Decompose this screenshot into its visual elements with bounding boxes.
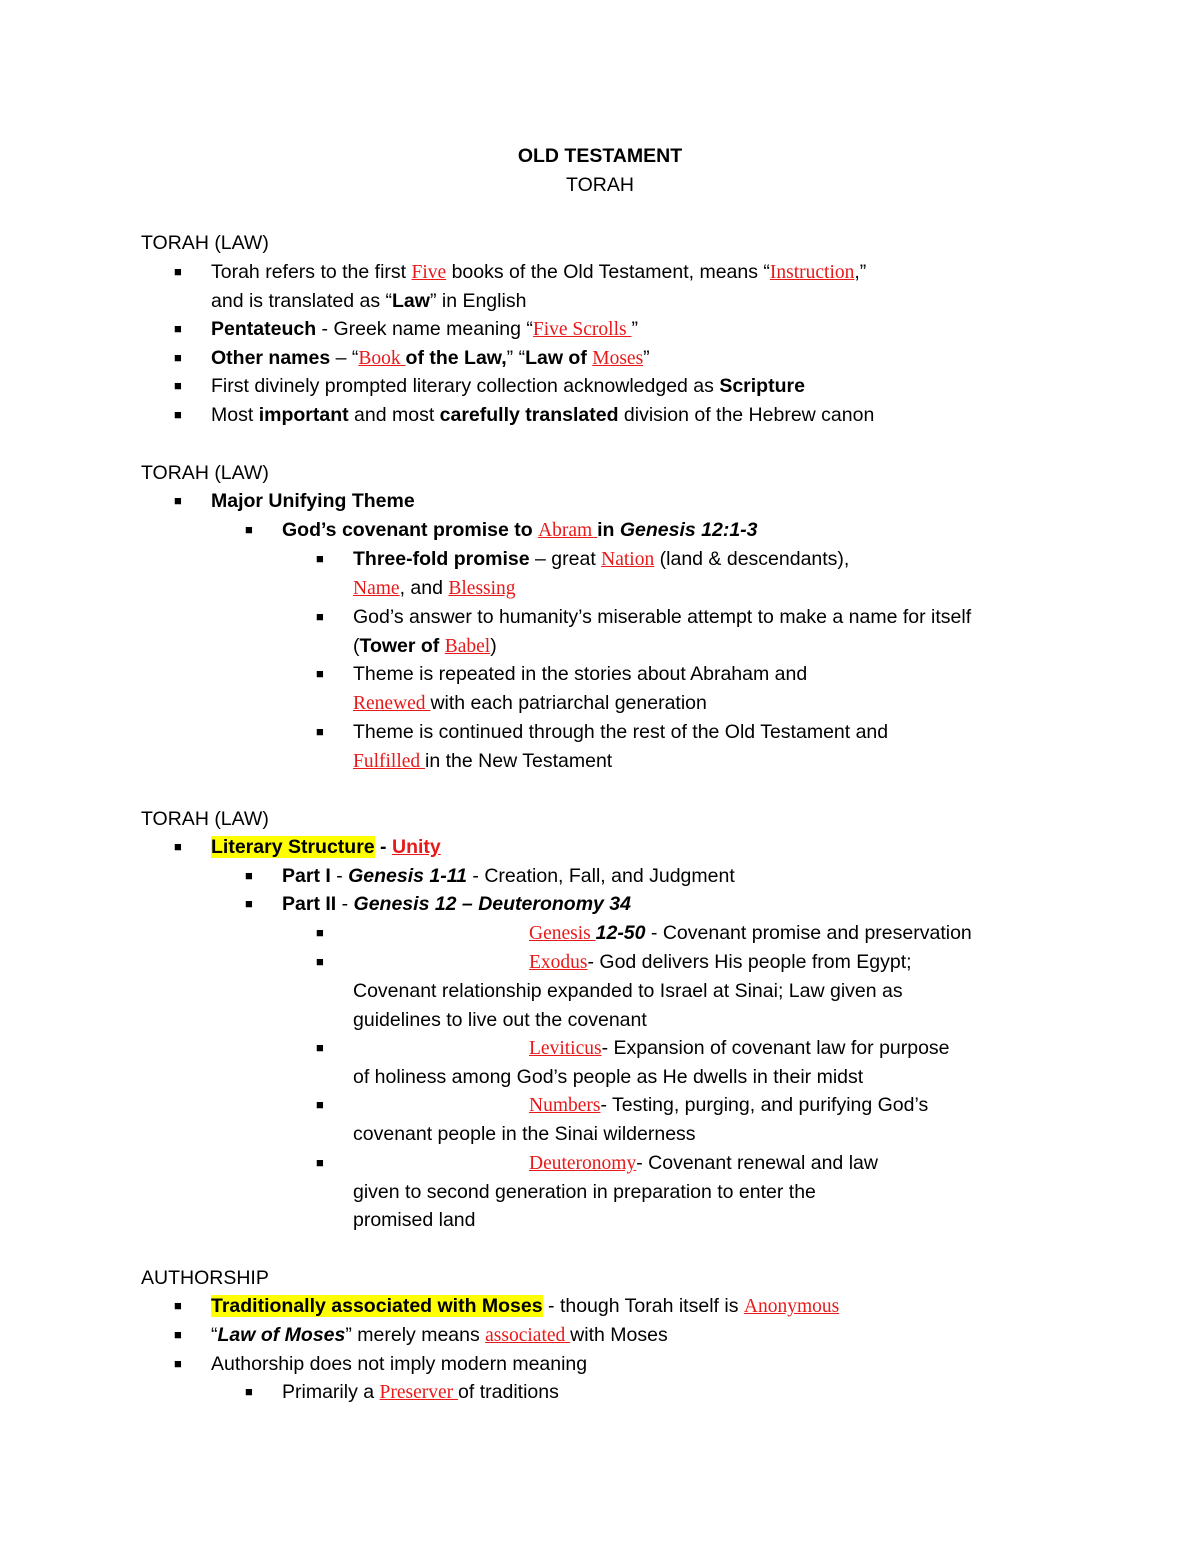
bullet-icon: ■ [316,666,324,681]
torah-translation-line: and is translated as “Law” in English [211,290,527,312]
bullet-icon: ■ [316,925,324,940]
section-heading: TORAH (LAW) [141,232,269,254]
preserver-line: Primarily a Preserver of traditions [282,1381,559,1403]
bullet-icon: ■ [245,868,253,883]
bullet-icon: ■ [316,609,324,624]
section-heading: TORAH (LAW) [141,808,269,830]
bullet-icon: ■ [316,1040,324,1055]
document-subtitle: TORAH [566,174,634,196]
bullet-icon: ■ [174,1298,182,1313]
bullet-icon: ■ [174,407,182,422]
deuteronomy-line: Deuteronomy- Covenant renewal and law [529,1152,878,1174]
torah-definition-line: Torah refers to the first Five books of the Old Testament, means “Instruction,” [211,261,867,283]
numbers-line-2: covenant people in the Sinai wilderness [353,1123,696,1145]
exodus-line: Exodus- God delivers His people from Egypt; [529,951,912,973]
bullet-icon: ■ [174,321,182,336]
bullet-icon: ■ [174,264,182,279]
bullet-icon: ■ [174,350,182,365]
leviticus-line: Leviticus- Expansion of covenant law for purpose [529,1037,950,1059]
traditionally-moses-line: Traditionally associated with Moses - though Torah itself is Anonymous [211,1295,840,1317]
three-fold-promise-line: Three-fold promise – great Nation (land & descendants), [353,548,850,570]
genesis-line: Genesis 12-50 - Covenant promise and preservation [529,922,972,944]
bullet-icon: ■ [245,522,253,537]
document-title: OLD TESTAMENT [517,145,683,167]
theme-continued-line: Theme is continued through the rest of the Old Testament and [353,721,889,743]
other-names-line: Other names – “Book of the Law,” “Law of Moses” [211,347,650,369]
bullet-icon: ■ [174,1327,182,1342]
section-heading: AUTHORSHIP [141,1267,269,1289]
theme-repeated-line: Theme is repeated in the stories about Abraham and [353,663,808,685]
part-one-line: Part I - Genesis 1-11 - Creation, Fall, and Judgment [282,865,735,887]
bullet-icon: ■ [316,1155,324,1170]
section-heading: TORAH (LAW) [141,462,269,484]
gods-answer-line: God’s answer to humanity’s miserable attempt to make a name for itself [353,606,972,628]
bullet-icon: ■ [174,493,182,508]
canon-line: Most important and most carefully translated division of the Hebrew canon [211,404,875,426]
bullet-icon: ■ [174,378,182,393]
tower-of-babel-line: (Tower of Babel) [353,635,497,657]
bullet-icon: ■ [316,1097,324,1112]
pentateuch-line: Pentateuch - Greek name meaning “Five Scrolls ” [211,318,638,340]
unifying-theme-line: Major Unifying Theme [211,490,415,512]
literary-structure-line: Literary Structure - Unity [211,836,441,858]
leviticus-line-2: of holiness among God’s people as He dwells in their midst [353,1066,864,1088]
bullet-icon: ■ [174,1356,182,1371]
bullet-icon: ■ [245,1384,253,1399]
exodus-line-2: Covenant relationship expanded to Israel at Sinai; Law given as [353,980,903,1002]
scripture-line: First divinely prompted literary collection acknowledged as Scripture [211,375,805,397]
authorship-meaning-line: Authorship does not imply modern meaning [211,1353,588,1375]
bullet-icon: ■ [316,551,324,566]
bullet-icon: ■ [316,724,324,739]
covenant-promise-line: God’s covenant promise to Abram in Genesis 12:1-3 [282,519,758,541]
deuteronomy-line-3: promised land [353,1209,476,1231]
bullet-icon: ■ [245,896,253,911]
bullet-icon: ■ [316,954,324,969]
part-two-line: Part II - Genesis 12 – Deuteronomy 34 [282,893,631,915]
exodus-line-3: guidelines to live out the covenant [353,1009,647,1031]
law-of-moses-line: “Law of Moses” merely means associated with Moses [211,1324,668,1346]
theme-renewed-line: Renewed with each patriarchal generation [353,692,707,714]
numbers-line: Numbers- Testing, purging, and purifying God’s [529,1094,929,1116]
deuteronomy-line-2: given to second generation in preparation to enter the [353,1181,816,1203]
three-fold-promise-line-2: Name, and Blessing [353,577,516,599]
bullet-icon: ■ [174,839,182,854]
theme-fulfilled-line: Fulfilled in the New Testament [353,750,613,772]
